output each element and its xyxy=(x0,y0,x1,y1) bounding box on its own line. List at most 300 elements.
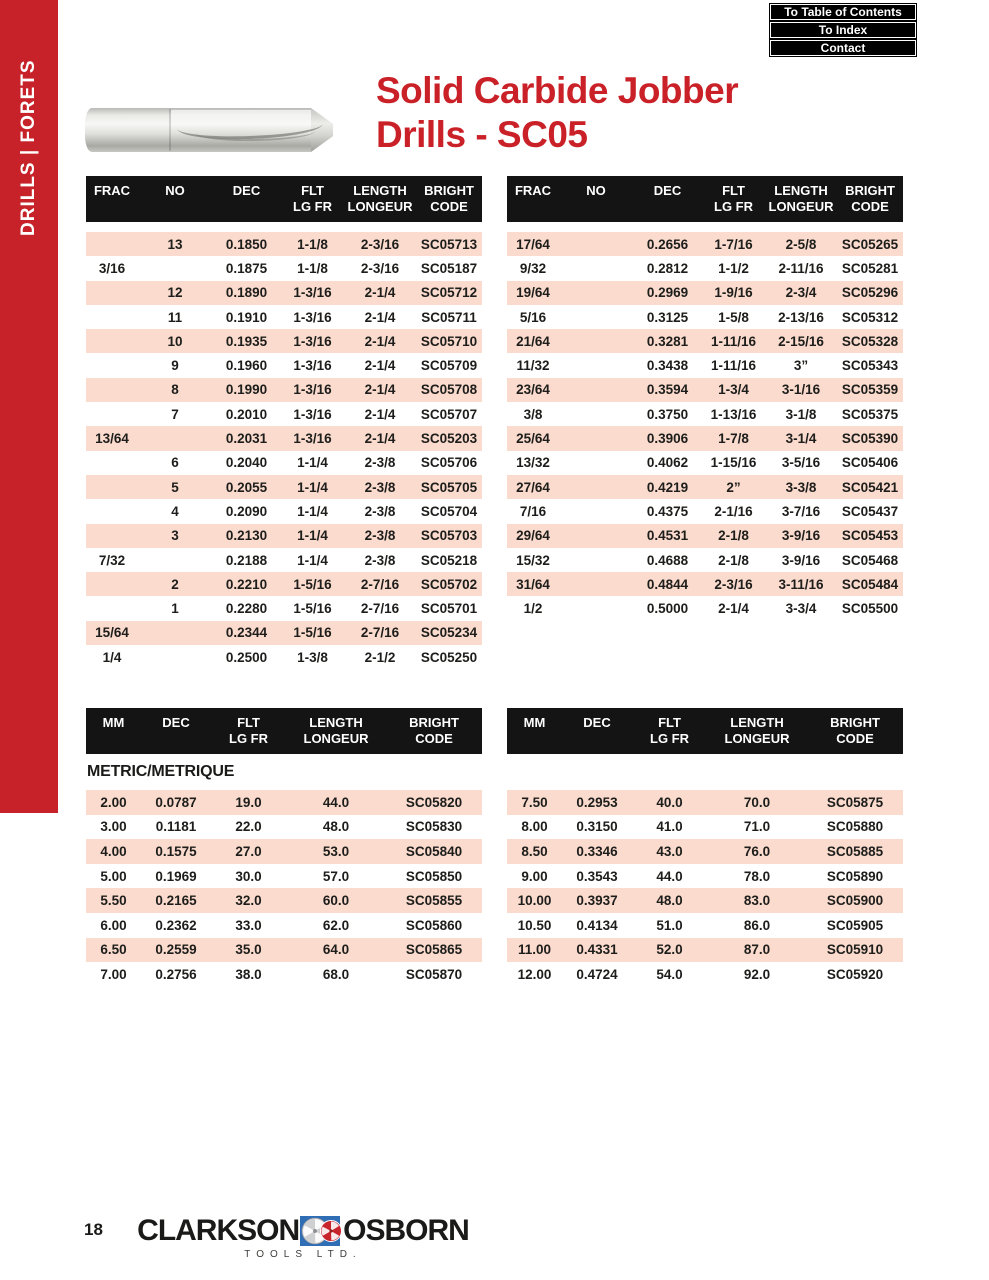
table-row xyxy=(507,329,903,353)
page-title xyxy=(376,69,856,157)
table-cell: 15/32 xyxy=(516,552,550,568)
column-header: DEC xyxy=(583,715,611,730)
table-row xyxy=(86,839,482,864)
table-cell: 0.3150 xyxy=(576,819,618,835)
table-row xyxy=(507,305,903,329)
table-cell: 0.1181 xyxy=(155,819,197,835)
table-cell: 7 xyxy=(171,406,179,422)
table-cell: SC05860 xyxy=(405,917,463,933)
nav-buttons xyxy=(770,4,916,58)
table-cell: 7/32 xyxy=(98,552,126,568)
table-cell: 52.0 xyxy=(656,942,683,958)
table-cell: 0.3125 xyxy=(646,309,689,325)
table-cell: 2-13/16 xyxy=(778,309,824,325)
table-cell: SC05265 xyxy=(841,236,899,252)
table-cell: 76.0 xyxy=(743,843,771,859)
table-cell: 0.2055 xyxy=(225,479,268,495)
contact-button[interactable]: Contact xyxy=(770,40,916,56)
table-cell: 1-11/16 xyxy=(710,358,757,374)
table-cell: 6.00 xyxy=(100,917,127,933)
table-cell: 60.0 xyxy=(322,893,350,909)
table-cell: 1-1/4 xyxy=(297,528,328,544)
table-cell: 4.00 xyxy=(100,843,127,859)
table-cell: 0.1990 xyxy=(225,382,268,398)
table-row xyxy=(86,256,482,280)
table-cell: SC05187 xyxy=(420,260,478,276)
sidebar-tab xyxy=(0,0,58,813)
table-cell: 0.0787 xyxy=(155,794,197,810)
table-header xyxy=(86,708,482,754)
table-cell: SC05890 xyxy=(826,868,884,884)
table-cell: 35.0 xyxy=(235,942,262,958)
table-cell: 0.4531 xyxy=(646,528,689,544)
table-cell: 57.0 xyxy=(322,868,350,884)
table-header xyxy=(86,176,482,222)
table-cell: 12.00 xyxy=(517,966,552,982)
table-cell: 2.00 xyxy=(100,794,127,810)
table-cell: 0.3906 xyxy=(646,431,689,447)
table-body xyxy=(507,232,903,621)
table-cell: 51.0 xyxy=(656,917,683,933)
table-cell: 40.0 xyxy=(656,794,683,810)
table-cell: SC05343 xyxy=(841,358,899,374)
inch-table-right xyxy=(507,176,903,621)
table-row xyxy=(507,888,903,913)
table-cell: SC05500 xyxy=(841,601,899,617)
table-cell: 2-1/4 xyxy=(364,333,396,349)
table-cell: 0.4844 xyxy=(646,576,689,592)
table-cell: SC05359 xyxy=(841,382,899,398)
table-cell: 2-3/8 xyxy=(364,455,396,471)
column-header: LENGTH LONGEUR xyxy=(724,715,790,746)
metric-table-left xyxy=(86,708,482,987)
table-cell: 31/64 xyxy=(516,576,550,592)
table-row xyxy=(86,281,482,305)
table-cell: SC05437 xyxy=(841,503,899,519)
table-cell: 1-9/16 xyxy=(714,285,753,301)
table-cell: 5.50 xyxy=(100,893,127,909)
table-cell: 3” xyxy=(793,358,809,374)
table-row xyxy=(507,281,903,305)
table-row xyxy=(507,864,903,889)
table-cell: 1-1/4 xyxy=(297,479,328,495)
table-cell: SC05880 xyxy=(826,819,884,835)
table-row xyxy=(507,426,903,450)
table-cell: SC05870 xyxy=(405,966,463,982)
table-cell: 0.1890 xyxy=(225,285,268,301)
column-header: MM xyxy=(102,715,125,730)
table-row xyxy=(507,572,903,596)
table-cell: 71.0 xyxy=(743,819,771,835)
table-cell: 7.00 xyxy=(100,966,127,982)
column-header: BRIGHT CODE xyxy=(424,183,474,214)
to-index-button[interactable]: To Index xyxy=(770,22,916,38)
table-cell: SC05390 xyxy=(841,431,899,447)
table-cell: 1-3/16 xyxy=(293,309,332,325)
table-cell: 0.4062 xyxy=(646,455,689,471)
table-cell: 68.0 xyxy=(322,966,350,982)
table-cell: SC05453 xyxy=(841,528,899,544)
table-cell: 0.3750 xyxy=(646,406,689,422)
table-cell: 2-1/4 xyxy=(718,601,749,617)
table-row xyxy=(86,329,482,353)
table-cell: 3.00 xyxy=(100,819,127,835)
table-cell: 1-1/8 xyxy=(297,236,328,252)
table-cell: 0.1969 xyxy=(155,868,197,884)
table-cell: 12 xyxy=(167,285,183,301)
table-row xyxy=(86,548,482,572)
table-row xyxy=(86,815,482,840)
table-cell: 1-1/4 xyxy=(297,503,328,519)
table-cell: 0.2362 xyxy=(155,917,197,933)
table-cell: 9.00 xyxy=(521,868,548,884)
column-header: FRAC xyxy=(514,183,552,198)
table-cell: SC05710 xyxy=(420,333,478,349)
table-cell: 2-3/16 xyxy=(714,576,753,592)
column-header: FLT LG FR xyxy=(650,715,689,746)
table-cell: 3/16 xyxy=(98,260,126,276)
table-cell: 87.0 xyxy=(743,942,771,958)
table-cell: 0.3346 xyxy=(576,843,618,859)
page-number: 18 xyxy=(84,1220,103,1239)
table-row xyxy=(86,864,482,889)
table-cell: 0.3438 xyxy=(646,358,689,374)
table-cell: SC05406 xyxy=(841,455,899,471)
column-header: BRIGHT CODE xyxy=(845,183,895,214)
table-row xyxy=(507,475,903,499)
table-row xyxy=(86,913,482,938)
table-cell: 62.0 xyxy=(322,917,350,933)
table-cell: 0.2210 xyxy=(225,576,268,592)
table-cell: 0.4134 xyxy=(576,917,618,933)
column-header: BRIGHT CODE xyxy=(409,715,459,746)
table-row xyxy=(507,353,903,377)
table-cell: SC05820 xyxy=(405,794,463,810)
column-header: DEC xyxy=(653,183,682,198)
table-cell: 0.2031 xyxy=(225,431,268,447)
table-cell: 6.50 xyxy=(100,942,127,958)
metric-section-label: METRIC/METRIQUE xyxy=(87,763,235,780)
table-cell: 10.00 xyxy=(517,893,552,909)
table-cell: SC05702 xyxy=(420,576,478,592)
table-cell: 1-3/16 xyxy=(293,358,332,374)
table-cell: SC05375 xyxy=(841,406,899,422)
table-cell: 3-7/16 xyxy=(781,503,821,519)
table-cell: 2-3/4 xyxy=(785,285,817,301)
table-row xyxy=(507,938,903,963)
table-cell: 1-15/16 xyxy=(710,455,757,471)
table-cell: 9 xyxy=(171,358,179,374)
table-cell: 1-3/16 xyxy=(293,431,332,447)
table-cell: SC05703 xyxy=(420,528,478,544)
column-header: FRAC xyxy=(93,183,131,198)
table-cell: SC05704 xyxy=(420,503,478,519)
table-cell: 2-7/16 xyxy=(360,576,400,592)
table-cell: 3-1/8 xyxy=(785,406,817,422)
table-cell: SC05234 xyxy=(420,625,478,641)
table-cell: 48.0 xyxy=(322,819,350,835)
table-cell: 1-13/16 xyxy=(710,406,757,422)
clarkson-osborn-pinwheel-logo-icon xyxy=(300,1216,342,1246)
column-header: LENGTH LONGEUR xyxy=(347,183,413,214)
table-row xyxy=(507,962,903,987)
table-cell: 11 xyxy=(167,309,183,325)
table-cell: 2-3/8 xyxy=(364,503,396,519)
table-cell: 0.3937 xyxy=(576,893,618,909)
table-cell: 1-5/16 xyxy=(293,601,332,617)
table-header xyxy=(507,708,903,754)
table-row xyxy=(507,548,903,572)
table-cell: 33.0 xyxy=(235,917,262,933)
table-cell: 11/32 xyxy=(516,358,550,374)
table-cell: 1-3/16 xyxy=(293,406,332,422)
table-cell: 0.4219 xyxy=(646,479,689,495)
table-cell: 54.0 xyxy=(656,966,683,982)
table-cell: SC05885 xyxy=(826,843,884,859)
table-cell: SC05421 xyxy=(841,479,899,495)
drill-photo xyxy=(85,107,333,153)
table-cell: 44.0 xyxy=(322,794,350,810)
brand-tools-ltd-label: TOOLS LTD. xyxy=(244,1249,362,1260)
table-cell: 0.3594 xyxy=(646,382,689,398)
table-cell: 7/16 xyxy=(519,503,547,519)
table-cell: SC05250 xyxy=(420,649,478,665)
table-cell: 1/4 xyxy=(102,649,122,665)
column-header: NO xyxy=(586,183,606,198)
table-cell: 0.5000 xyxy=(646,601,689,617)
table-cell: 2-3/16 xyxy=(360,236,400,252)
table-cell: 2-7/16 xyxy=(360,625,400,641)
table-cell: 1 xyxy=(171,601,179,617)
table-row xyxy=(507,499,903,523)
table-cell: 0.2344 xyxy=(225,625,268,641)
table-cell: 0.2188 xyxy=(225,552,268,568)
table-cell: 13 xyxy=(167,236,183,252)
table-cell: SC05910 xyxy=(826,942,884,958)
table-cell: 2-1/4 xyxy=(364,382,396,398)
table-cell: 3-5/16 xyxy=(781,455,821,471)
table-cell: 38.0 xyxy=(235,966,262,982)
table-cell: SC05711 xyxy=(421,309,477,325)
table-row xyxy=(86,938,482,963)
table-body xyxy=(507,790,903,987)
table-cell: 0.1935 xyxy=(225,333,268,349)
table-cell: 0.2812 xyxy=(646,260,689,276)
table-cell: 2 xyxy=(171,576,179,592)
table-cell: 8.00 xyxy=(521,819,548,835)
table-cell: 7.50 xyxy=(521,794,548,810)
table-cell: 0.2953 xyxy=(576,794,618,810)
table-cell: 2-1/4 xyxy=(364,358,396,374)
table-body xyxy=(86,232,482,669)
table-cell: 15/64 xyxy=(95,625,129,641)
table-cell: 0.3543 xyxy=(576,868,618,884)
table-cell: SC05850 xyxy=(405,868,463,884)
table-cell: 43.0 xyxy=(656,843,683,859)
table-cell: 11.00 xyxy=(517,942,552,958)
table-cell: 70.0 xyxy=(743,794,771,810)
table-row xyxy=(507,815,903,840)
table-cell: 0.1575 xyxy=(155,843,197,859)
table-cell: 0.4688 xyxy=(646,552,689,568)
brand-row xyxy=(138,1214,468,1248)
table-cell: 19.0 xyxy=(235,794,262,810)
table-cell: 83.0 xyxy=(743,893,771,909)
table-cell: 1-3/16 xyxy=(293,285,332,301)
table-cell: 92.0 xyxy=(743,966,771,982)
table-cell: 2-1/8 xyxy=(718,528,749,544)
table-cell: 3-3/4 xyxy=(785,601,817,617)
table-cell: 0.2130 xyxy=(225,528,268,544)
table-row xyxy=(86,596,482,620)
table-row xyxy=(86,962,482,987)
table-cell: 8.50 xyxy=(521,843,548,859)
table-row xyxy=(507,232,903,256)
table-cell: SC05830 xyxy=(405,819,463,835)
table-body xyxy=(86,790,482,987)
table-cell: 27.0 xyxy=(235,843,262,859)
table-cell: 2-7/16 xyxy=(360,601,400,617)
table-cell: 53.0 xyxy=(322,843,350,859)
table-cell: SC05484 xyxy=(841,576,899,592)
table-cell: 2-1/2 xyxy=(364,649,396,665)
table-cell: 1-3/16 xyxy=(293,333,332,349)
to-table-of-contents-button[interactable]: To Table of Contents xyxy=(770,4,916,20)
table-cell: 3 xyxy=(171,528,179,544)
table-row xyxy=(507,451,903,475)
table-cell: SC05281 xyxy=(841,260,899,276)
inch-table-left xyxy=(86,176,482,669)
table-cell: 13/64 xyxy=(95,431,129,447)
table-row xyxy=(86,353,482,377)
table-row xyxy=(86,524,482,548)
table-cell: SC05840 xyxy=(405,843,463,859)
table-cell: 1-3/8 xyxy=(297,649,328,665)
table-cell: 64.0 xyxy=(322,942,350,958)
table-cell: 48.0 xyxy=(656,893,683,909)
table-cell: 0.4375 xyxy=(646,503,689,519)
table-cell: 44.0 xyxy=(656,868,683,884)
table-cell: 86.0 xyxy=(743,917,771,933)
table-cell: 41.0 xyxy=(656,819,683,835)
metric-table-right xyxy=(507,708,903,987)
table-cell: 1-3/16 xyxy=(293,382,332,398)
table-cell: 2-5/8 xyxy=(785,236,817,252)
table-cell: 2-1/8 xyxy=(718,552,749,568)
table-cell: 2-3/8 xyxy=(364,479,396,495)
table-cell: 0.1960 xyxy=(225,358,268,374)
page-title-line1: Solid Carbide Jobber xyxy=(376,70,739,111)
table-row xyxy=(86,645,482,669)
table-row xyxy=(507,790,903,815)
table-row xyxy=(507,839,903,864)
table-cell: 3-9/16 xyxy=(781,552,821,568)
table-cell: 3/8 xyxy=(523,406,543,422)
table-cell: SC05875 xyxy=(826,794,884,810)
table-cell: SC05707 xyxy=(420,406,478,422)
table-cell: SC05900 xyxy=(826,893,884,909)
brand-osborn-label: OSBORN xyxy=(343,1214,469,1247)
table-cell: SC05218 xyxy=(420,552,478,568)
table-row xyxy=(86,378,482,402)
table-cell: 13/32 xyxy=(516,455,550,471)
column-header: LENGTH LONGEUR xyxy=(768,183,834,214)
table-cell: 1-1/4 xyxy=(297,552,328,568)
table-cell: 10 xyxy=(167,333,183,349)
table-cell: 2-1/4 xyxy=(364,406,396,422)
table-cell: 0.2756 xyxy=(155,966,197,982)
table-cell: 5 xyxy=(171,479,179,495)
table-cell: 3-1/16 xyxy=(781,382,821,398)
table-cell: 5.00 xyxy=(100,868,127,884)
table-cell: 23/64 xyxy=(516,382,550,398)
table-cell: 0.2040 xyxy=(225,455,268,471)
table-cell: SC05203 xyxy=(420,431,478,447)
table-cell: 2-3/16 xyxy=(360,260,400,276)
table-cell: 0.3281 xyxy=(646,333,689,349)
table-cell: 2-1/4 xyxy=(364,431,396,447)
table-row xyxy=(507,596,903,620)
table-header xyxy=(507,176,903,222)
table-cell: 0.2559 xyxy=(155,942,197,958)
table-cell: 0.4724 xyxy=(576,966,618,982)
table-row xyxy=(507,256,903,280)
table-cell: 0.1910 xyxy=(225,309,268,325)
table-cell: 3-9/16 xyxy=(781,528,821,544)
table-cell: 0.2090 xyxy=(225,503,268,519)
table-cell: 0.2656 xyxy=(646,236,689,252)
table-row xyxy=(86,451,482,475)
drill-seam xyxy=(169,109,171,151)
table-row xyxy=(86,305,482,329)
table-cell: SC05468 xyxy=(841,552,899,568)
table-row xyxy=(86,621,482,645)
table-cell: 5/16 xyxy=(519,309,547,325)
table-cell: SC05709 xyxy=(420,358,478,374)
table-cell: 8 xyxy=(171,382,179,398)
table-cell: 2” xyxy=(726,479,741,495)
table-cell: 1-5/16 xyxy=(293,625,332,641)
table-cell: 1/2 xyxy=(523,601,543,617)
column-header: DEC xyxy=(162,715,190,730)
table-cell: SC05865 xyxy=(405,942,463,958)
table-cell: 32.0 xyxy=(235,893,262,909)
table-cell: 0.2500 xyxy=(225,649,268,665)
table-cell: 2-15/16 xyxy=(778,333,824,349)
column-header: NO xyxy=(165,183,185,198)
table-row xyxy=(86,888,482,913)
table-cell: 0.4331 xyxy=(576,942,618,958)
table-cell: SC05296 xyxy=(841,285,899,301)
table-cell: 1-1/4 xyxy=(297,455,328,471)
table-cell: 1-7/8 xyxy=(718,431,749,447)
table-cell: 78.0 xyxy=(743,868,771,884)
table-cell: 3-1/4 xyxy=(785,431,817,447)
table-cell: 2-1/4 xyxy=(364,309,396,325)
table-cell: 21/64 xyxy=(516,333,550,349)
table-cell: 2-1/16 xyxy=(714,503,753,519)
column-header: FLT LG FR xyxy=(293,183,332,214)
table-cell: 29/64 xyxy=(516,528,550,544)
table-row xyxy=(86,426,482,450)
table-cell: 0.2280 xyxy=(225,601,268,617)
table-cell: SC05701 xyxy=(420,601,478,617)
table-cell: 6 xyxy=(171,455,179,471)
table-cell: 2-11/16 xyxy=(778,260,824,276)
table-cell: 1-3/4 xyxy=(718,382,749,398)
table-row xyxy=(507,913,903,938)
page-title-line2: Drills - SC05 xyxy=(376,114,588,155)
